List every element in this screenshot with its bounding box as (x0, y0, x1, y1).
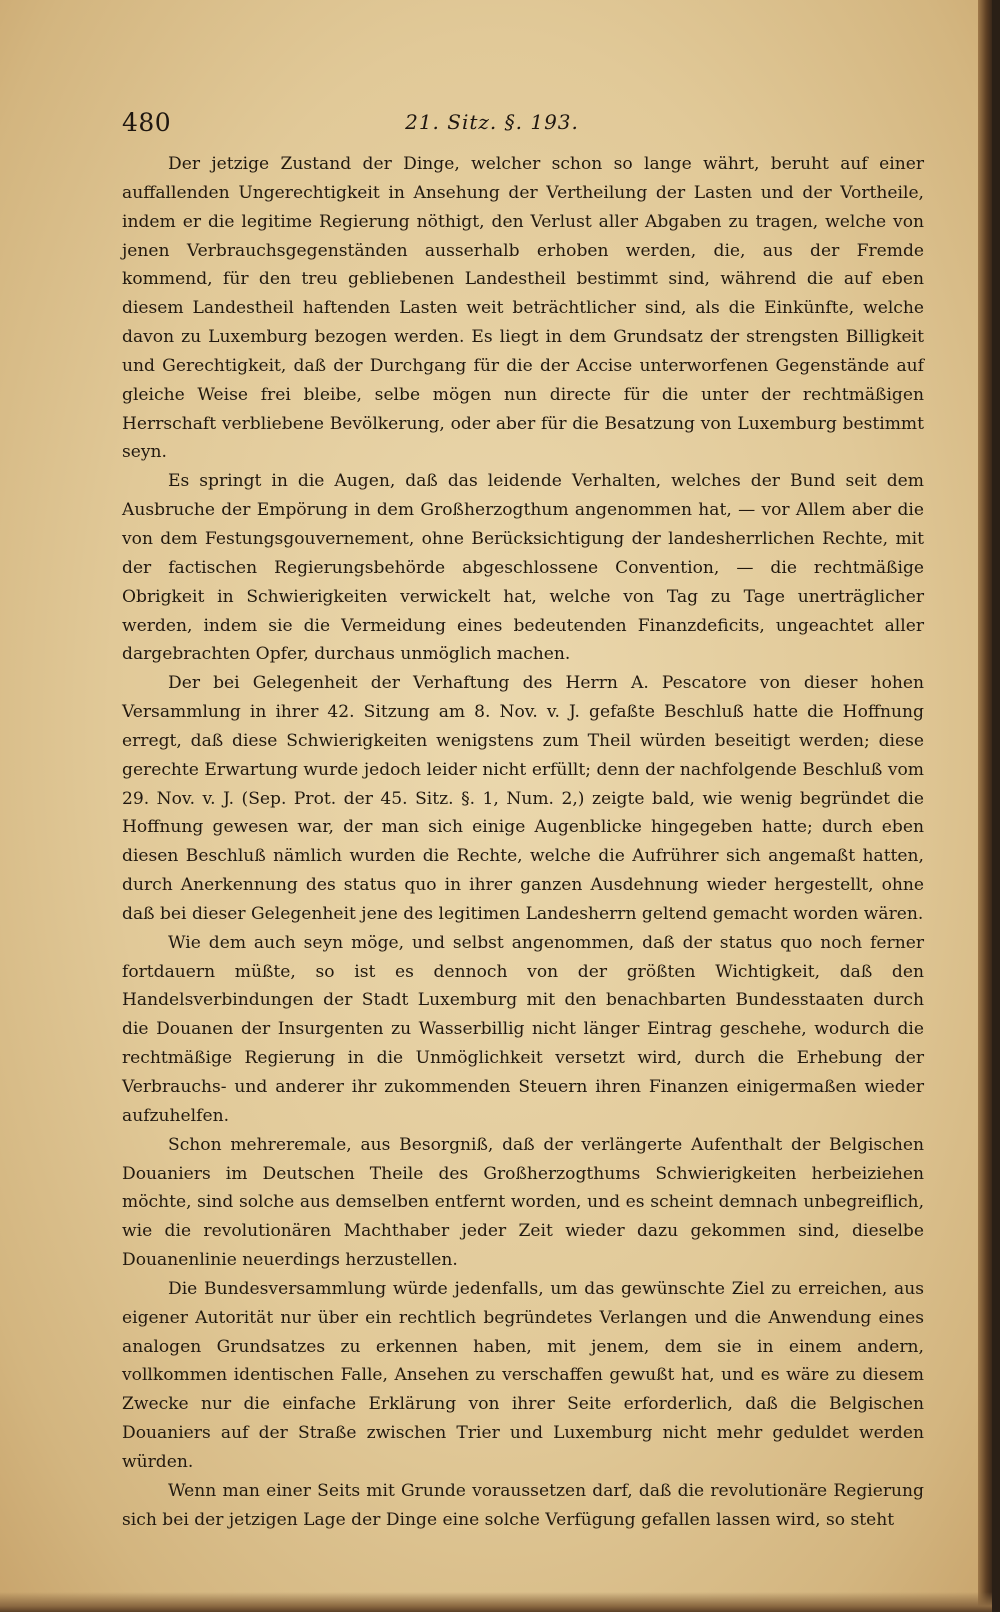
page-edge-shadow (978, 0, 992, 1612)
paragraph: Die Bundesversammlung würde jedenfalls, um das gewünschte Ziel zu erreichen, aus eigener Autorität nur über ein rechtlich begründetes Verlangen und die Anwendung eines analogen Grundsatzes zu erkennen haben, mit jenem, dem sie in einem andern, vollkommen identischen Falle, Ansehen zu verschaffen gewußt hat, und es wäre zu diesem Zwecke nur die einfache Erklärung von ihrer Seite erforderlich, daß die Belgischen Douaniers auf der Straße zwischen Trier und Luxemburg nicht mehr geduldet werden würden. (122, 1278, 924, 1472)
page-header (122, 108, 922, 142)
body-text (122, 150, 924, 1535)
running-head: 21. Sitz. §. 193. (405, 110, 579, 134)
page-number: 480 (122, 108, 172, 137)
paragraph: Wenn man einer Seits mit Grunde voraussetzen darf, daß die revolutionäre Regierung sich bei der jetzigen Lage der Dinge eine solche Verfügung gefallen lassen wird, so steht (122, 1480, 924, 1530)
paragraph: Der jetzige Zustand der Dinge, welcher schon so lange währt, beruht auf einer auffallenden Ungerechtigkeit in Ansehung der Vertheilung der Lasten und der Vortheile, indem er die legitime Regierung nöthigt, den Verlust aller Abgaben zu tragen, welche von jenen Verbrauchsgegenständen ausserhalb erhoben werden, die, aus der Fremde kommend, für den treu gebliebenen Landestheil bestimmt sind, während die auf eben diesem Landestheil haftenden Lasten weit beträchtlicher sind, als die Einkünfte, welche davon zu Luxemburg bezogen werden. Es liegt in dem Grundsatz der strengsten Billigkeit und Gerechtigkeit, daß der Durchgang für die der Accise unterworfenen Gegenstände auf gleiche Weise frei bleibe, selbe mögen nun directe für die unter der rechtmäßigen Herrschaft verbliebene Bevölkerung, oder aber für die Besatzung von Luxemburg bestimmt seyn. (122, 154, 924, 463)
paragraph: Wie dem auch seyn möge, und selbst angenommen, daß der status quo noch ferner fortdauern müßte, so ist es dennoch von der größten Wichtigkeit, daß den Handelsverbindungen der Stadt Luxemburg mit den benachbarten Bundesstaaten durch die Douanen der Insurgenten zu Wasserbillig nicht länger Eintrag geschehe, wodurch die rechtmäßige Regierung in die Unmöglichkeit versetzt wird, durch die Erhebung der Verbrauchs- und anderer ihr zukommenden Steuern ihren Finanzen einigermaßen wieder aufzuhelfen. (122, 932, 924, 1126)
page-bottom-edge (0, 1592, 992, 1612)
paragraph: Schon mehreremale, aus Besorgniß, daß der verlängerte Aufenthalt der Belgischen Douaniers im Deutschen Theile des Großherzogthums Schwierigkeiten herbeiziehen möchte, sind solche aus demselben entfernt worden, und es scheint demnach unbegreiflich, wie die revolutionären Machthaber jeder Zeit wieder dazu gekommen sind, dieselbe Douanenlinie neuerdings herzustellen. (122, 1134, 924, 1271)
paragraph: Es springt in die Augen, daß das leidende Verhalten, welches der Bund seit dem Ausbruche der Empörung in dem Großherzogthum angenommen hat, — vor Allem aber die von dem Festungsgouvernement, ohne Berücksichtigung der landesherrlichen Rechte, mit der factischen Regierungsbehörde abgeschlossene Convention, — die rechtmäßige Obrigkeit in Schwierigkeiten verwickelt hat, welche von Tag zu Tage unerträglicher werden, indem sie die Vermeidung eines bedeutenden Finanzdeficits, ungeachtet aller dargebrachten Opfer, durchaus unmöglich machen. (122, 471, 924, 665)
paragraph: Der bei Gelegenheit der Verhaftung des Herrn A. Pescatore von dieser hohen Versammlung in ihrer 42. Sitzung am 8. Nov. v. J. gefaßte Beschluß hatte die Hoffnung erregt, daß diese Schwierigkeiten wenigstens zum Theil würden beseitigt werden; diese gerechte Erwartung wurde jedoch leider nicht erfüllt; denn der nachfolgende Beschluß vom 29. Nov. v. J. (Sep. Prot. der 45. Sitz. §. 1, Num. 2,) zeigte bald, wie wenig begründet die Hoffnung gewesen war, der man sich einige Augenblicke hingegeben hatte; durch eben diesen Beschluß nämlich wurden die Rechte, welche die Aufrührer sich angemaßt hatten, durch Anerkennung des status quo in ihrer ganzen Ausdehnung wieder hergestellt, ohne daß bei dieser Gelegenheit jene des legitimen Landesherrn geltend gemacht worden wären. (122, 673, 924, 924)
